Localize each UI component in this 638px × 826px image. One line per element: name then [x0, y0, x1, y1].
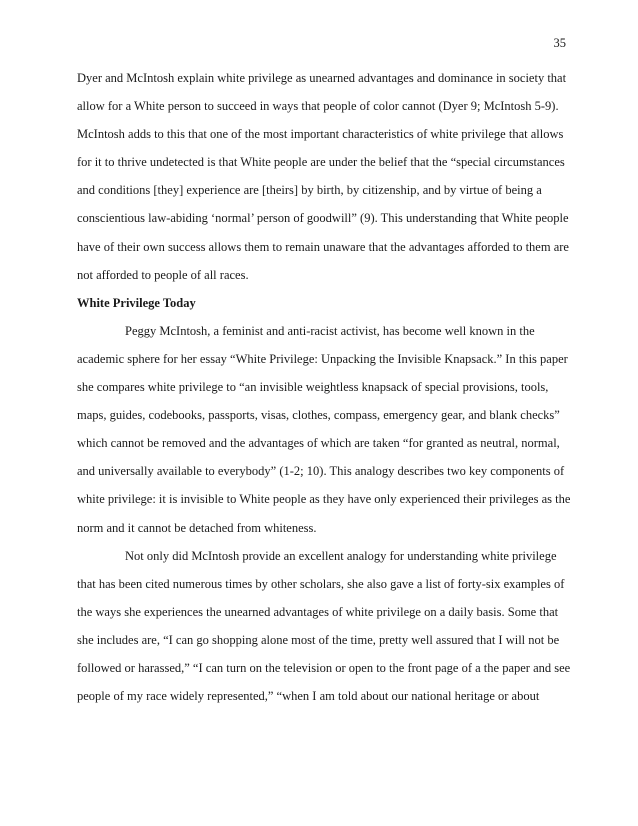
document-body [77, 64, 572, 710]
paragraph-dyer-mcintosh: Dyer and McIntosh explain white privilege as unearned advantages and dominance in society that allow for a White person to succeed in ways that people of color cannot (Dyer 9; McIntosh 5-9). McIntosh adds to this that one of the most important characteristics of white privilege that allows for it to thrive undetected is that White people are under the belief that the “special circumstances and conditions [they] experience are [theirs] by birth, by citizenship, and by virtue of being a conscientious law-abiding ‘normal’ person of goodwill” (9). This understanding that White people have of their own success allows them to remain unaware that the advantages afforded to them are not afforded to people of all races. [77, 71, 569, 282]
paragraph-mcintosh-examples: Not only did McIntosh provide an excellent analogy for understanding white privilege that has been cited numerous times by other scholars, she also gave a list of forty-six examples of the ways she experiences the unearned advantages of white privilege on a daily basis. Some that she includes are, “I can go shopping alone most of the time, pretty well assured that I will not be followed or harassed,” “I can turn on the television or open to the front page of a the paper and see people of my race widely represented,” “when I am told about our national heritage or about [77, 548, 571, 704]
page-number: 35 [553, 36, 566, 50]
paragraph-mcintosh-knapsack: Peggy McIntosh, a feminist and anti-racist activist, has become well known in the academic sphere for her essay “White Privilege: Unpacking the Invisible Knapsack.” In this paper she compares white privilege to “an invisible weightless knapsack of special provisions, tools, maps, guides, codebooks, passports, visas, clothes, compass, emergency gear, and blank checks” which cannot be removed and the advantages of which are taken “for granted as neutral, normal, and universally available to everybody” (1-2; 10). This analogy describes two key components of white privilege: it is invisible to White people as they have only experienced their privileges as the norm and it cannot be detached from whiteness. [77, 323, 571, 535]
section-heading: White Privilege Today [77, 295, 196, 310]
